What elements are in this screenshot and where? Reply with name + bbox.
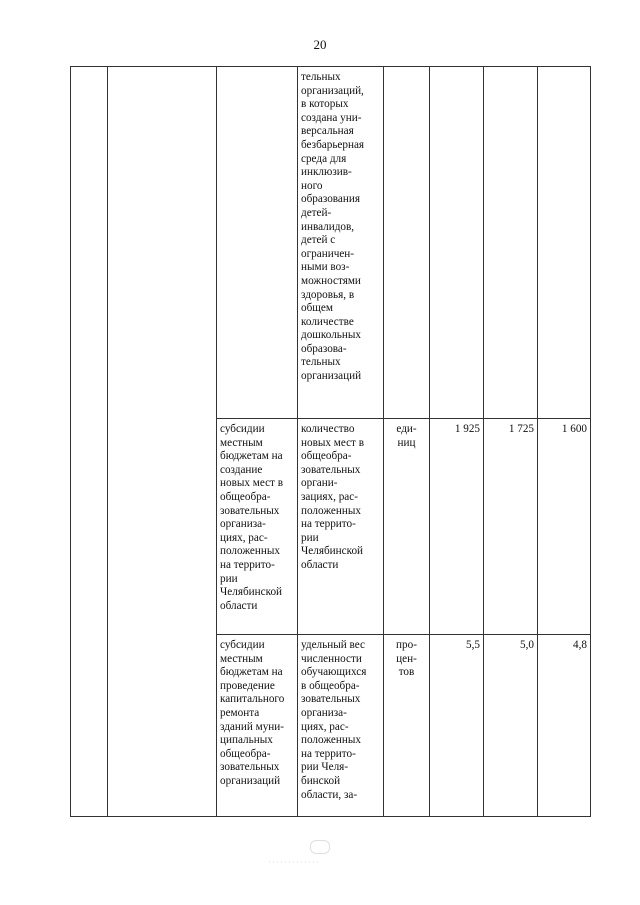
blank-cell [108,67,217,817]
value-cell: 1 925 [430,419,484,635]
value-cell: 5,0 [484,635,538,817]
unit-cell: еди- ниц [384,419,430,635]
value-cell: 1 725 [484,419,538,635]
unit-cell: про- цен- тов [384,635,430,817]
value-cell [484,67,538,419]
scan-smudge [310,840,330,854]
table-row [71,67,591,419]
value-cell: 1 600 [538,419,591,635]
indicator-cell: удельный вес численности обучающихся в общеобра- зовательных организа- циях, рас- положенных на террито- рии Челя- бинской области, за- [298,635,384,817]
indicator-cell: количество новых мест в общеобра- зовательных органи- зациях, рас- положенных на террито- рии Челябинской области [298,419,384,635]
page-number: 20 [313,37,327,52]
blank-cell [71,67,108,817]
measure-cell: субсидии местным бюджетам на проведение капитального ремонта зданий муни- ципальных общеобра- зовательных организаций [217,635,298,817]
document-table [70,66,591,817]
value-cell [430,67,484,419]
indicator-cell: тельных организаций, в которых создана уни- версальная безбарьерная среда для инклюзив- ного образования детей- инвалидов, детей с ограничен- ными воз- можностями здоровья, в общем количестве дошкольных образова- тельных организаций [298,67,384,419]
faint-stamp: ············· [268,857,320,867]
measure-cell: субсидии местным бюджетам на создание новых мест в общеобра- зовательных организа- циях, рас- положенных на террито- рии Челябинской области [217,419,298,635]
value-cell: 4,8 [538,635,591,817]
measure-cell [217,67,298,419]
unit-cell [384,67,430,419]
value-cell [538,67,591,419]
value-cell: 5,5 [430,635,484,817]
